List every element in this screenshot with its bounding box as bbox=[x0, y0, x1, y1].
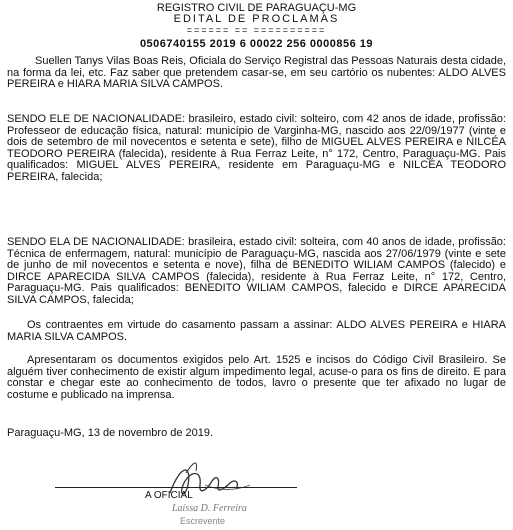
title-underline: ====== == ========== bbox=[186, 25, 327, 35]
stamp-name: Laíssa D. Ferreira bbox=[172, 503, 247, 514]
bride-paragraph bbox=[7, 237, 506, 307]
intro-paragraph: Suellen Tanys Vilas Boas Reis, Oficiala do Serviço Registral das Pessoas Naturais desta cidade, na forma da lei, etc. Faz saber que pretendem casar-se, em seu cartório os nubentes: ALDO ALVES PEREIRA e HIARA MARIA SILVA CAMPOS. bbox=[7, 55, 507, 91]
groom-label: SENDO ELE DE NACIONALIDADE: bbox=[7, 113, 186, 125]
registry-title: REGISTRO CIVIL DE PARAGUAÇU-MG bbox=[156, 2, 357, 14]
edict-title: EDITAL DE PROCLAMAS bbox=[173, 13, 340, 25]
signatures-paragraph: Os contraentes em virtude do casamento passam a assinar: ALDO ALVES PEREIRA e HIARA MARIA SILVA CAMPOS. bbox=[7, 319, 506, 343]
groom-paragraph bbox=[7, 114, 506, 184]
registration-number: 0506740155 2019 6 00022 256 0000856 19 bbox=[139, 38, 374, 50]
date-line: Paraguaçu-MG, 13 de novembro de 2019. bbox=[7, 427, 214, 439]
signature-line bbox=[55, 487, 297, 488]
bride-details: brasileira, estado civil: solteira, com 40 anos de idade, profissão: Técnica de enfermagem, natural: município de Paraguaçu-MG, nascida aos 27/06/1979 (vinte e sete de junho de mil novecentos e setenta e nove), filha de BENEDITO WILIAM CAMPOS (falecido) e DIRCE APARECIDA SILVA CAMPOS (falecida), residente à Rua Ferraz Leite, n° 172, Centro, Paraguaçu-MG. Pais qualificados: BENEDITO WILIAM CAMPOS, falecido e DIRCE APARECIDA SILVA CAMPOS, falecida; bbox=[7, 236, 506, 306]
official-title: A OFICIAL bbox=[145, 490, 193, 501]
documents-paragraph: Apresentaram os documentos exigidos pelo Art. 1525 e incisos do Código Civil Brasileiro. Se alguém tiver conhecimento de existir algum impedimento legal, acuse-o para os fins de direito. E para constar e chegar este ao conhecimento de todos, lavro o presente que ter afixado no lugar de costume e publicado na imprensa. bbox=[7, 354, 506, 401]
stamp-role: Escrevente bbox=[180, 516, 226, 526]
bride-label: SENDO ELA DE NACIONALIDADE: bbox=[7, 236, 185, 248]
groom-details: brasileiro, estado civil: solteiro, com 42 anos de idade, profissão: Professeor de educação física, natural: município de Varginha-MG, nascido aos 22/09/1977 (vinte e dois de setembro de mil novecentos e setenta e sete), filho de MIGUEL ALVES PEREIRA e NILCÉA TEODORO PEREIRA (falecida), residente à Rua Ferraz Leite, n° 172, Centro, Paraguaçu-MG. Pais qualificados: MIGUEL ALVES PEREIRA, residente em Paraguaçu-MG e NILCÉA TEODORO PEREIRA, falecida; bbox=[7, 113, 506, 183]
